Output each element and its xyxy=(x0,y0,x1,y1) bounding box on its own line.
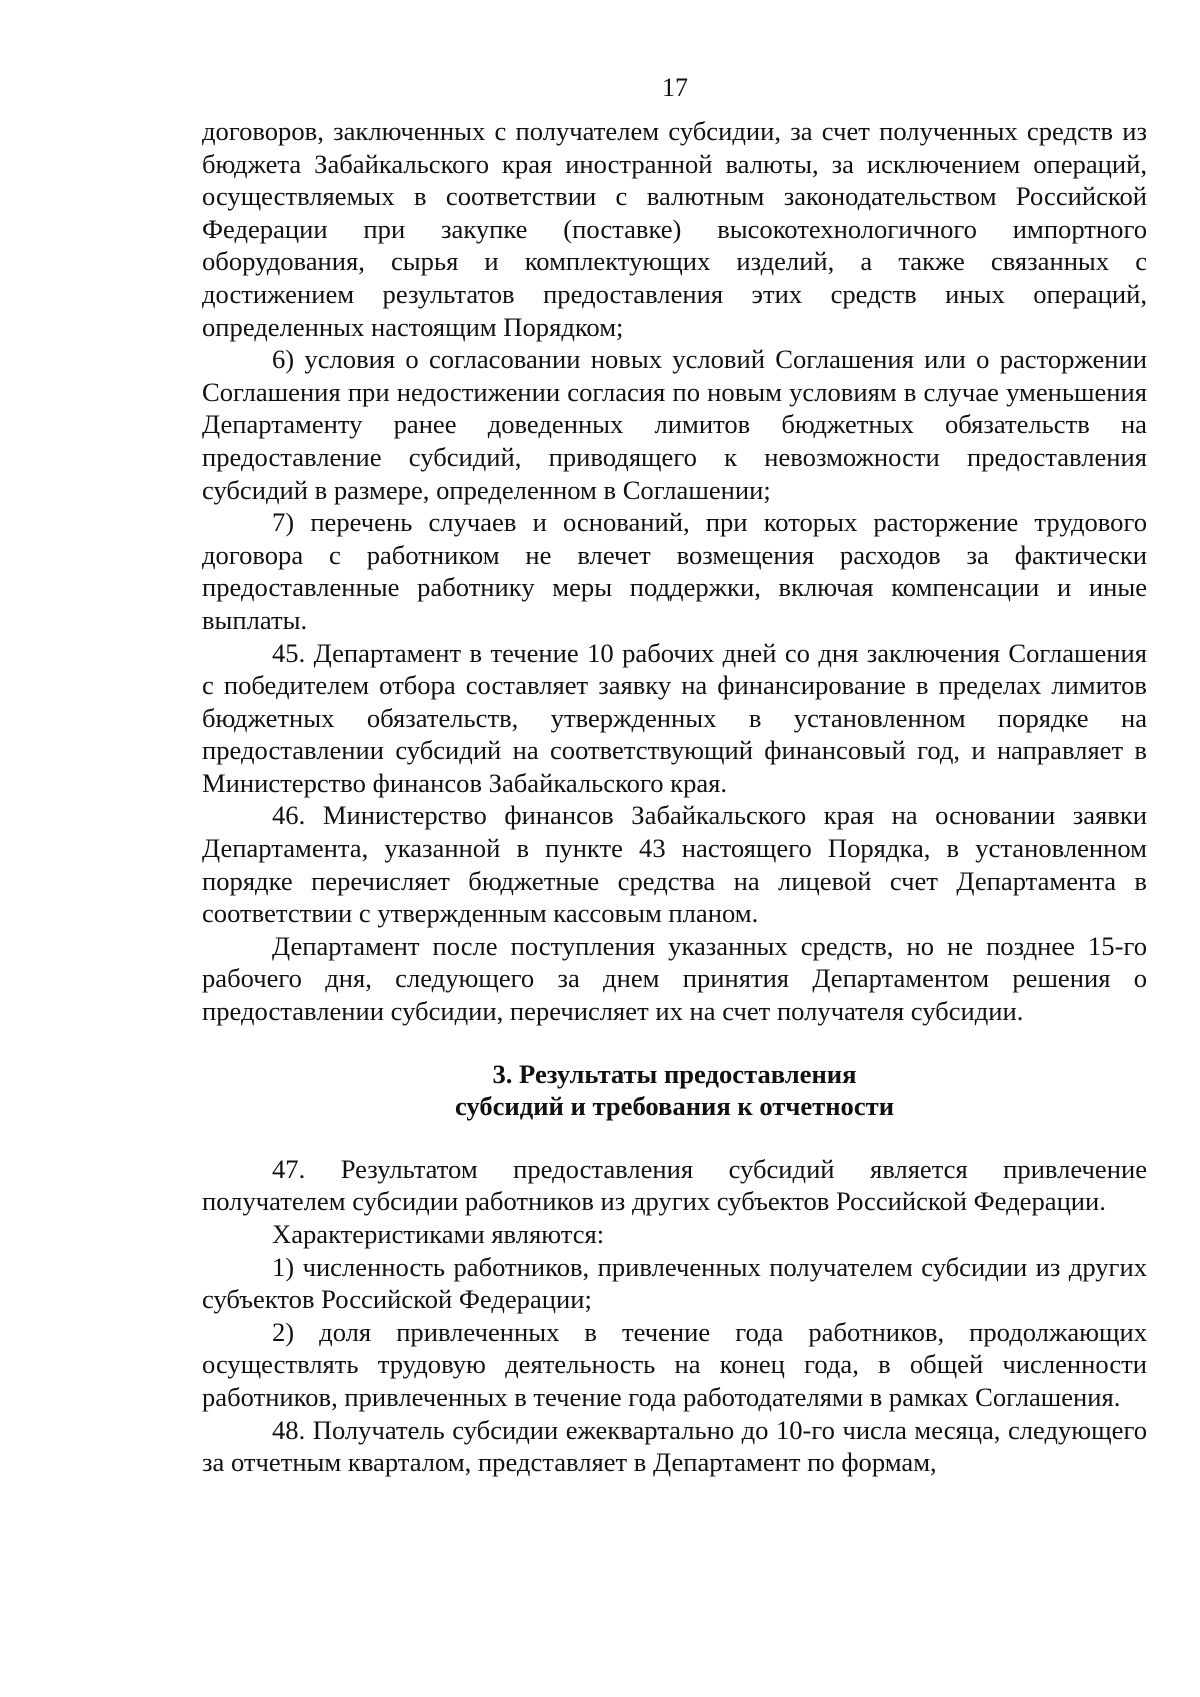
document-body xyxy=(202,115,1147,1479)
paragraph-47: 47. Результатом предоставления субсидий является привлечение получателем субсидии работников из других субъектов Российской Федерации. xyxy=(202,1153,1147,1217)
paragraph-47-characteristics: Характеристиками являются: xyxy=(272,1219,605,1249)
section-heading-line-2: субсидий и требования к отчетности xyxy=(454,1091,895,1122)
paragraph-47-item-2: 2) доля привлеченных в течение года работников, продолжающих осуществлять трудовую деятельность на конец года, в общей численности работников, привлеченных в течение года работодателями в рамках Соглашения. xyxy=(202,1316,1147,1412)
paragraph-46: 46. Министерство финансов Забайкальского края на основании заявки Департамента, указанной в пункте 43 настоящего Порядка, в установленном порядке перечисляет бюджетные средства на лицевой счет Департамента в соответствии с утвержденным кассовым планом. xyxy=(202,800,1147,929)
paragraph-48: 48. Получатель субсидии ежеквартально до 10-го числа месяца, следующего за отчетным кварталом, представляет в Департамент по формам, xyxy=(202,1414,1147,1478)
section-heading-line-1: 3. Результаты предоставления xyxy=(492,1058,857,1089)
paragraph-46-continued: Департамент после поступления указанных средств, но не позднее 15-го рабочего дня, следующего за днем принятия Департаментом решения о предоставлении субсидии, перечисляет их на счет получателя субсидии. xyxy=(202,930,1147,1027)
section-heading xyxy=(202,1058,1147,1123)
paragraph-item-6: 6) условия о согласовании новых условий Соглашения или о расторжении Соглашения при недостижении согласия по новым условиям в случае уменьшения Департаменту ранее доведенных лимитов бюджетных обязательств на предоставление субсидий, приводящего к невозможности предоставления субсидий в размере, определенном в Соглашении; xyxy=(202,344,1147,505)
paragraph-47-item-1: 1) численность работников, привлеченных получателем субсидии из других субъектов Российской Федерации; xyxy=(202,1251,1147,1315)
paragraph-item-7: 7) перечень случаев и оснований, при которых расторжение трудового договора с работником не влечет возмещения расходов за фактически предоставленные работнику меры поддержки, включая компенсации и иные выплаты. xyxy=(202,507,1147,635)
page-number: 17 xyxy=(662,73,688,102)
paragraph-45: 45. Департамент в течение 10 рабочих дней со дня заключения Соглашения с победителем отбора составляет заявку на финансирование в пределах лимитов бюджетных обязательств, утвержденных в установленном порядке на предоставлении субсидий на соответствующий финансовый год, и направляет в Министерство финансов Забайкальского края. xyxy=(202,637,1147,798)
paragraph-continuation: договоров, заключенных с получателем субсидии, за счет полученных средств из бюджета Забайкальского края иностранной валюты, за исключением операций, осуществляемых в соответствии с валютным законодательством Российской Федерации при закупке (поставке) высокотехнологичного импортного оборудования, сырья и комплектующих изделий, а также связанных с достижением результатов предоставления этих средств иных операций, определенных настоящим Порядком; xyxy=(202,116,1147,342)
